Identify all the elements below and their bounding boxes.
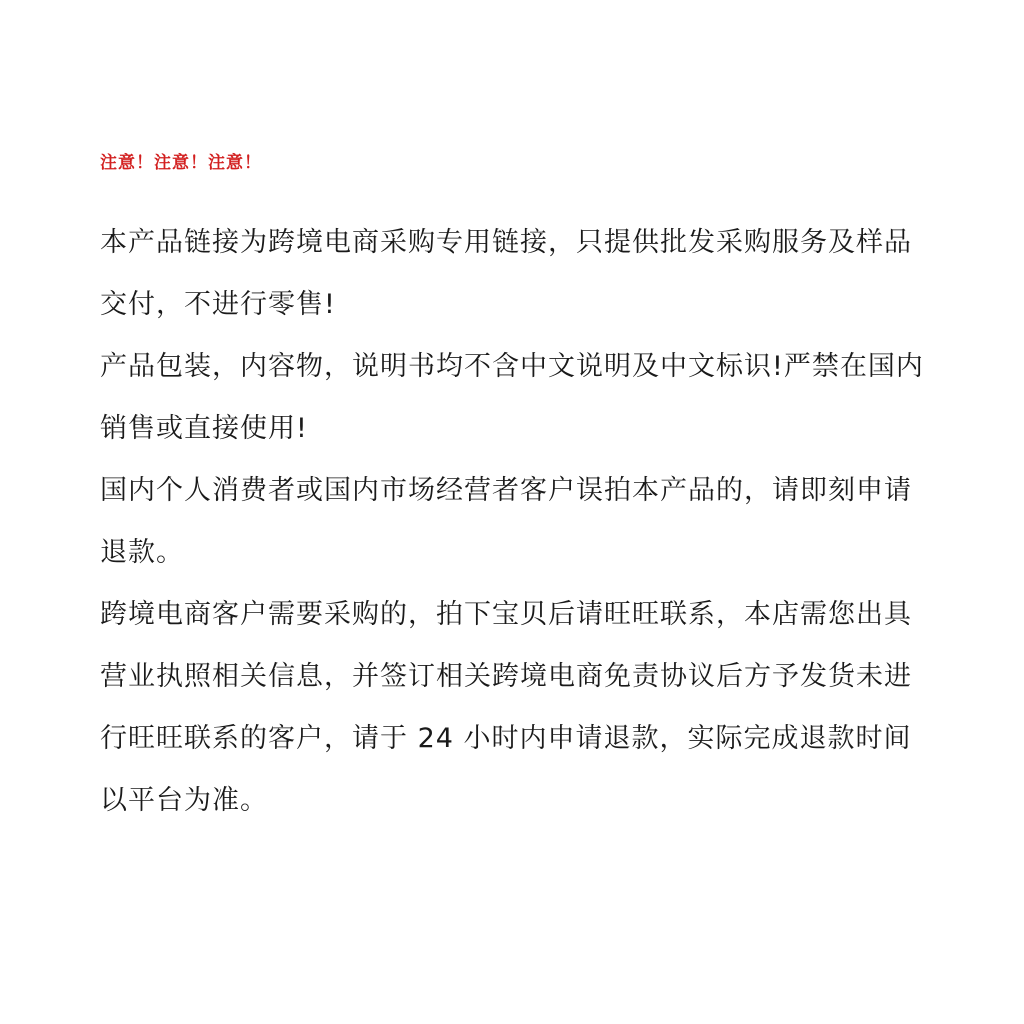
notice-paragraph-wholesale-only: 本产品链接为跨境电商采购专用链接，只提供批发采购服务及样品交付，不进行零售! (100, 227, 912, 320)
notice-paragraph-contact-terms: 跨境电商客户需要采购的，拍下宝贝后请旺旺联系，本店需您出具营业执照相关信息，并签订相关跨境电商免责协议后方予发货未进行旺旺联系的客户，请于 24 小时内申请退款，实际完成退款时间以平台为准。 (100, 599, 912, 816)
warning-heading: 注意！注意！注意！ (100, 153, 262, 173)
notice-paragraph-refund-request: 国内个人消费者或国内市场经营者客户误拍本产品的，请即刻申请退款。 (100, 475, 912, 568)
notice-paragraph-no-chinese-labels: 产品包装，内容物，说明书均不含中文说明及中文标识!严禁在国内销售或直接使用! (100, 351, 924, 444)
notice-body (100, 212, 928, 832)
